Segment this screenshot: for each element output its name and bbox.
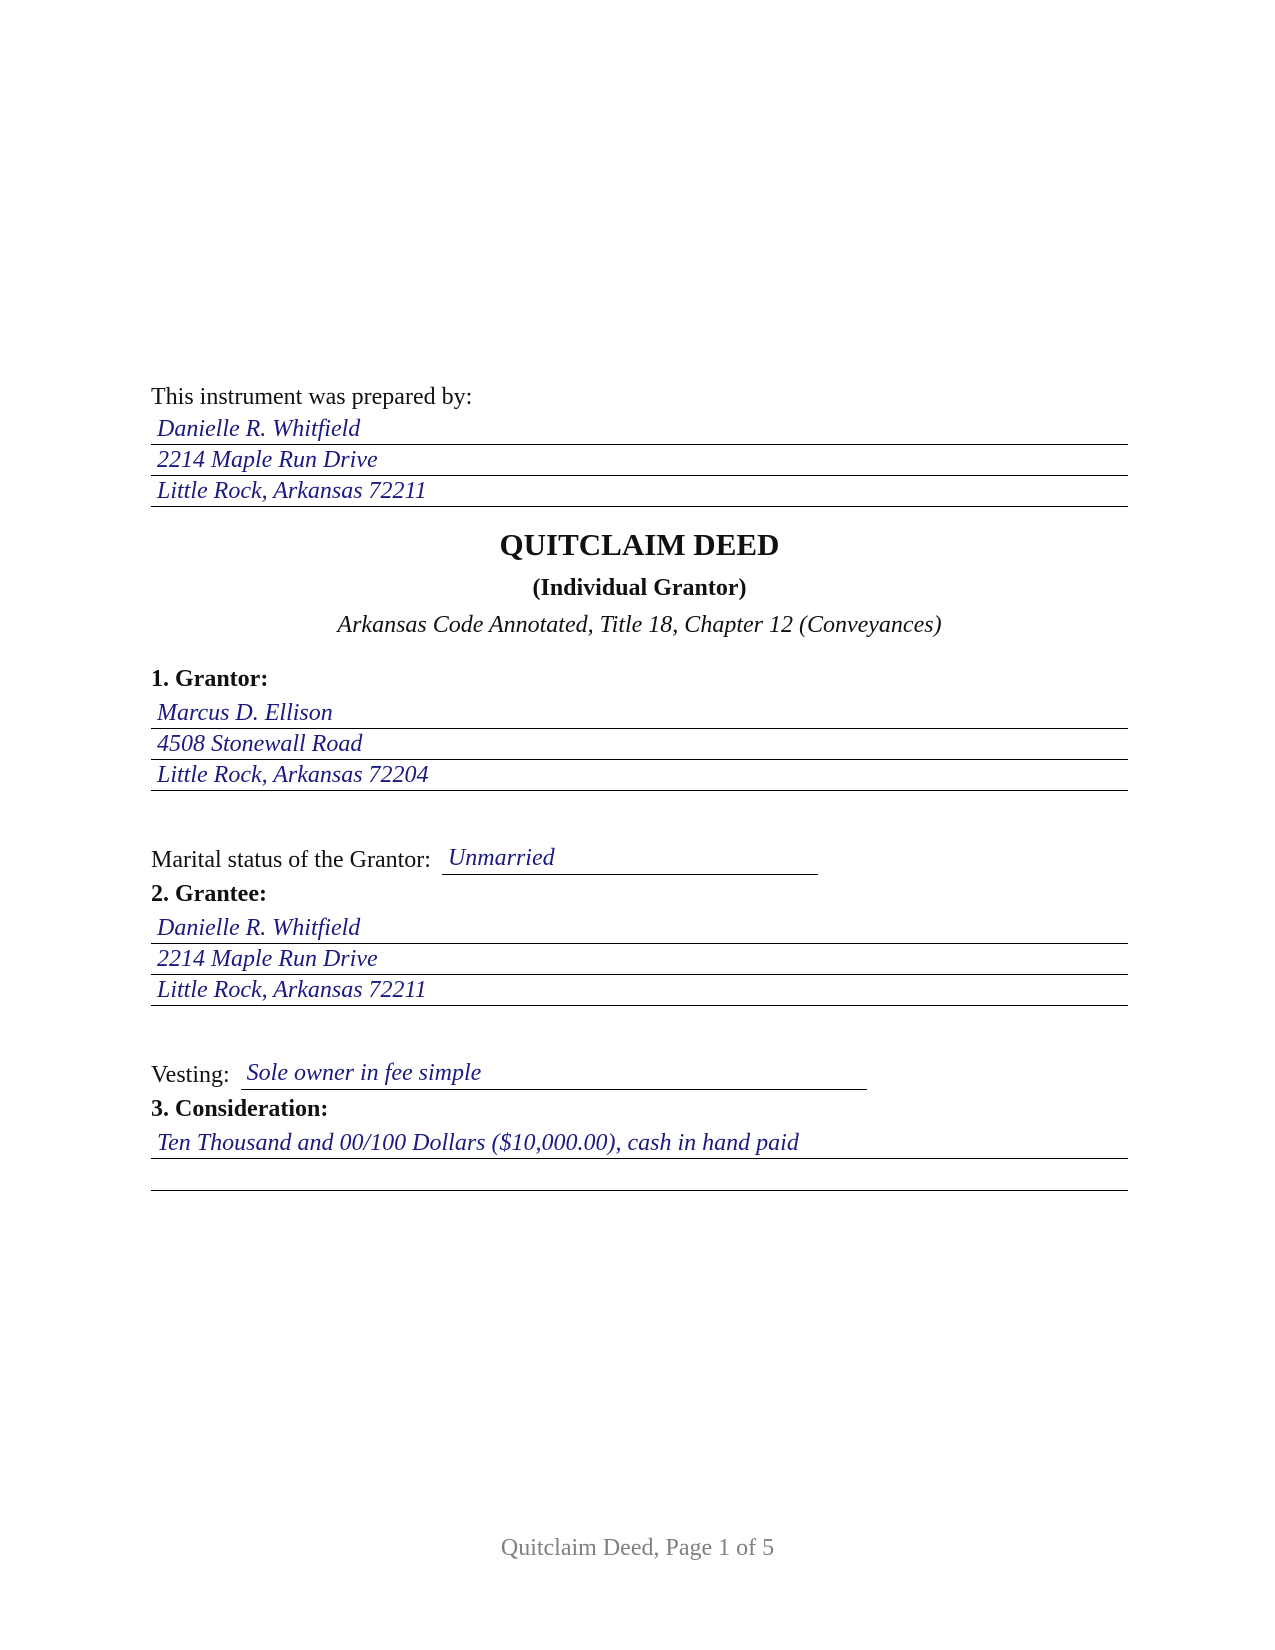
grantee-name: Danielle R. Whitfield	[151, 913, 1128, 944]
marital-status-value: Unmarried	[442, 843, 818, 875]
marital-status-label: Marital status of the Grantor:	[151, 847, 431, 873]
prepared-by-label: This instrument was prepared by:	[151, 384, 473, 410]
grantor-street: 4508 Stonewall Road	[151, 729, 1128, 760]
page-title: QUITCLAIM DEED	[499, 527, 780, 562]
consideration-heading: 3. Consideration:	[151, 1096, 329, 1122]
vesting-value: Sole owner in fee simple	[241, 1058, 867, 1090]
prepared-by-street: 2214 Maple Run Drive	[151, 445, 1128, 476]
grantor-section	[151, 664, 1128, 791]
grantor-name: Marcus D. Ellison	[151, 698, 1128, 729]
page-footer: Quitclaim Deed, Page 1 of 5	[500, 1535, 775, 1561]
prepared-by-city: Little Rock, Arkansas 72211	[151, 476, 1128, 507]
prepared-by-section	[151, 382, 1128, 507]
grantee-heading: 2. Grantee:	[151, 881, 267, 907]
prepared-by-name: Danielle R. Whitfield	[151, 414, 1128, 445]
grantee-section	[151, 879, 1128, 1006]
page-subtitle: (Individual Grantor)	[532, 575, 747, 601]
consideration-blank-line	[151, 1159, 1128, 1191]
statute-reference: Arkansas Code Annotated, Title 18, Chapter 12 (Conveyances)	[337, 612, 942, 638]
vesting-label: Vesting:	[151, 1062, 230, 1088]
vesting-row	[151, 1058, 1128, 1090]
marital-status-row	[151, 843, 1128, 875]
grantee-street: 2214 Maple Run Drive	[151, 944, 1128, 975]
consideration-section	[151, 1094, 1128, 1191]
grantor-city: Little Rock, Arkansas 72204	[151, 760, 1128, 791]
grantor-heading: 1. Grantor:	[151, 666, 269, 692]
consideration-amount: Ten Thousand and 00/100 Dollars ($10,000.00), cash in hand paid	[151, 1128, 1128, 1159]
deed-heading	[151, 527, 1128, 640]
grantee-city: Little Rock, Arkansas 72211	[151, 975, 1128, 1006]
